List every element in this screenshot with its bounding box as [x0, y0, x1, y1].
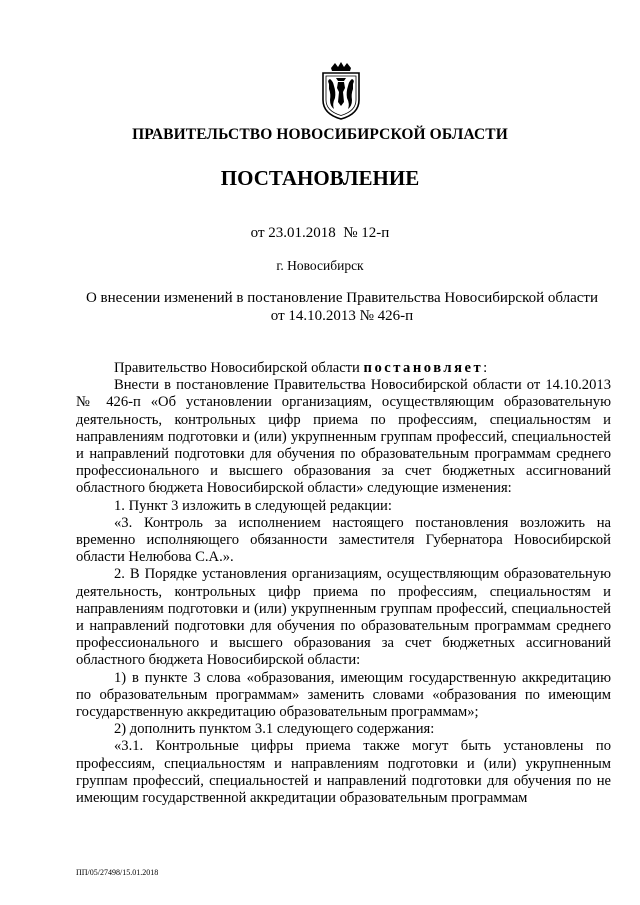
city-line: г. Новосибирск	[276, 258, 364, 273]
body-paragraph-2: 1. Пункт 3 изложить в следующей редакции:	[114, 497, 392, 514]
intro-paragraph	[76, 360, 611, 377]
intro-suffix: :	[483, 360, 488, 376]
body-paragraph-1: Внести в постановление Правительства Новосибирской области от 14.10.2013 № 426-п «Об установлении организациям, осуществляющим образовательную деятельность, контрольных цифр приема по профессиям, специальностям и направлениям подготовки и (или) укрупненным группам профессий, специальностей и направлений подготовки для обучения по образовательным программам среднего профессионального и высшего образования за счет бюджетных ассигнований областного бюджета Новосибирской области» следующие изменения:	[76, 377, 611, 497]
document-subject	[60, 289, 624, 325]
intro-emphasis: постановляет	[363, 360, 484, 376]
document-body	[76, 360, 611, 807]
coat-of-arms-emblem	[317, 62, 365, 120]
intro-prefix: Правительство Новосибирской области	[114, 360, 364, 376]
date-number-line: от 23.01.2018 № 12-п	[250, 225, 390, 241]
body-paragraph-4: 2. В Порядке установления организациям, осуществляющим образовательную деятельность, контрольных цифр приема по профессиям, специальностям и направлениям подготовки и (или) укрупненным группам профессий, специальностей и направлений подготовки для обучения по образовательным программам среднего профессионального и высшего образования за счет бюджетных ассигнований областного бюджета Новосибирской области:	[76, 566, 611, 669]
subject-line-1: О внесении изменений в постановление Правительства Новосибирской области	[85, 290, 599, 306]
organization-title: ПРАВИТЕЛЬСТВО НОВОСИБИРСКОЙ ОБЛАСТИ	[132, 126, 508, 143]
footer-code: ПП/05/27498/15.01.2018	[76, 868, 159, 877]
body-paragraph-3: «3. Контроль за исполнением настоящего постановления возложить на временно исполняющего обязанности заместителя Губернатора Новосибирской области Нелюбова С.А.».	[76, 514, 611, 566]
body-paragraph-6: 2) дополнить пунктом 3.1 следующего содержания:	[114, 721, 435, 738]
document-type-title: ПОСТАНОВЛЕНИЕ	[220, 166, 420, 190]
subject-line-2: от 14.10.2013 № 426-п	[270, 308, 414, 324]
body-paragraph-7: «3.1. Контрольные цифры приема также могут быть установлены по профессиям, специальностям и направлениям подготовки и (или) укрупненным группам профессий, специальностей и направлений подготовки для обучения по не имеющим государственной аккредитации образовательным программам	[76, 738, 611, 807]
body-paragraph-5: 1) в пункте 3 слова «образования, имеющим государственную аккредитацию по образовательным программам» заменить словами «образования по имеющим государственную аккредитацию образовательным программам»;	[76, 669, 611, 721]
